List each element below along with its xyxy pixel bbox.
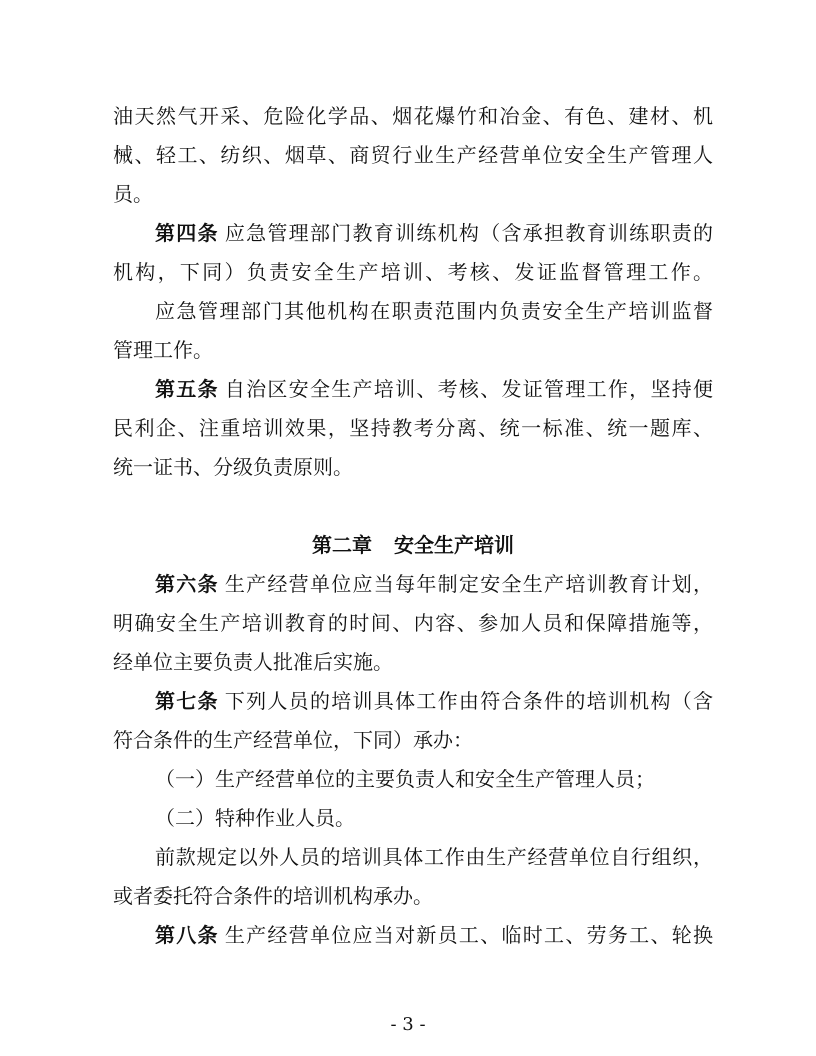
page-number: - 3 - — [390, 1014, 426, 1035]
article-text: 生产经营单位应当对新员工、临时工、劳务工、轮换 — [224, 923, 714, 947]
article-text: 自治区安全生产培训、考核、发证管理工作，坚持便 — [224, 377, 714, 401]
chapter-title: 安全生产培训 — [394, 533, 514, 557]
article-number: 第八条 — [155, 923, 219, 947]
list-item: （二）特种作业人员。 — [155, 806, 355, 830]
text-line: 员。 — [113, 182, 153, 206]
article-text: 生产经营单位应当每年制定安全生产培训教育计划， — [224, 572, 714, 596]
chapter-number: 第二章 — [312, 533, 372, 557]
text-line: 或者委托符合条件的培训机构承办。 — [113, 884, 433, 908]
article-6-line-1 — [113, 565, 713, 604]
text-line: 民利企、注重培训效果，坚持教考分离、统一标准、统一题库、 — [113, 416, 713, 440]
text-line: 油天然气开采、危险化学品、烟花爆竹和冶金、有色、建材、机 — [113, 104, 713, 128]
article-8-line-1 — [113, 916, 713, 955]
article-number: 第五条 — [155, 377, 219, 401]
list-item: （一）生产经营单位的主要负责人和安全生产管理人员； — [155, 767, 655, 791]
article-number: 第六条 — [155, 572, 219, 596]
article-7-line-1 — [113, 682, 713, 721]
text-line: 统一证书、分级负责原则。 — [113, 455, 353, 479]
text-line: 应急管理部门其他机构在职责范围内负责安全生产培训监督 — [155, 299, 713, 323]
article-number: 第四条 — [155, 221, 219, 245]
text-line: 符合条件的生产经营单位，下同）承办： — [113, 728, 473, 752]
article-text: 下列人员的培训具体工作由符合条件的培训机构（含 — [224, 689, 714, 713]
blank-line — [113, 487, 713, 526]
document-body — [113, 97, 713, 955]
article-4-line-1 — [113, 214, 713, 253]
text-line: 械、轻工、纺织、烟草、商贸行业生产经营单位安全生产管理人 — [113, 143, 713, 167]
article-text: 应急管理部门教育训练机构（含承担教育训练职责的 — [224, 221, 714, 245]
article-5-line-1 — [113, 370, 713, 409]
text-line: 前款规定以外人员的培训具体工作由生产经营单位自行组织， — [155, 845, 713, 869]
text-line: 机构，下同）负责安全生产培训、考核、发证监督管理工作。 — [113, 260, 713, 284]
text-line: 经单位主要负责人批准后实施。 — [113, 650, 393, 674]
text-line: 明确安全生产培训教育的时间、内容、参加人员和保障措施等， — [113, 611, 713, 635]
article-number: 第七条 — [155, 689, 219, 713]
text-line: 管理工作。 — [113, 338, 213, 362]
chapter-heading — [113, 526, 713, 565]
